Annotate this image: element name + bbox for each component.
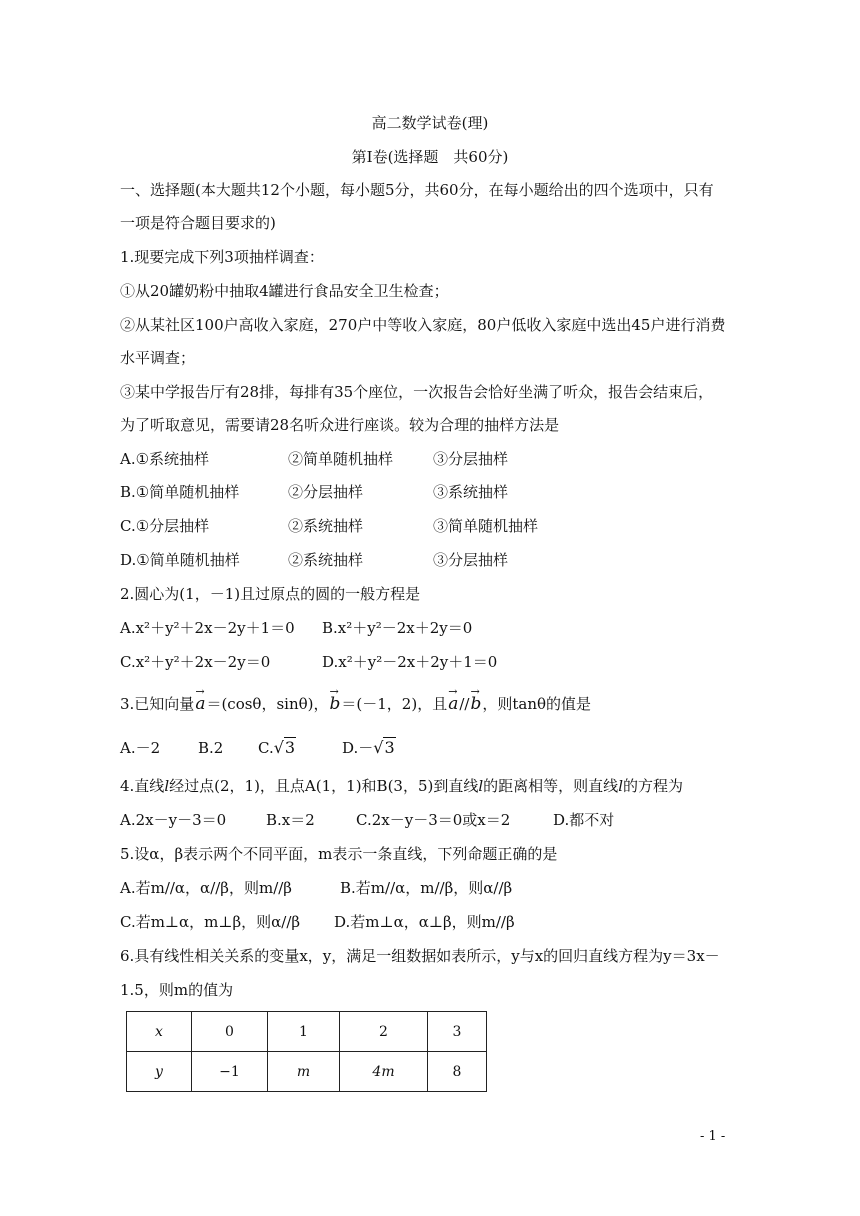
table-cell: y xyxy=(127,1052,192,1092)
exam-title: 高二数学试卷(理) xyxy=(371,114,489,132)
table-cell: 0 xyxy=(192,1012,268,1052)
q4-stem: 4.直线l经过点(2，1)，且点A(1，1)和B(3，5)到直线l的距离相等，则直线l的方程为 xyxy=(120,777,684,795)
q3-option-a: A.－2 xyxy=(120,739,161,757)
table-cell: 4m xyxy=(340,1052,428,1092)
vector-a: → a xyxy=(447,694,459,714)
table-cell: 1 xyxy=(268,1012,340,1052)
q1-stem: 1.现要完成下列3项抽样调查： xyxy=(120,248,324,266)
q1-item2-line2: 水平调查； xyxy=(120,349,196,367)
table-cell: −1 xyxy=(192,1052,268,1092)
q3-option-d: D.－√3 xyxy=(342,738,395,757)
q2-option-c: C.x²＋y²＋2x－2y＝0 xyxy=(120,653,271,671)
q3-option-b: B.2 xyxy=(198,739,224,757)
parallel-symbol: // xyxy=(459,695,470,713)
q6-stem-line2: 1.5，则m的值为 xyxy=(120,981,234,999)
table-cell: 3 xyxy=(428,1012,487,1052)
q5-option-d: D.若m⊥α，α⊥β，则m//β xyxy=(334,913,515,931)
q2-stem: 2.圆心为(1，－1)且过原点的圆的一般方程是 xyxy=(120,585,421,603)
table-cell: 8 xyxy=(428,1052,487,1092)
q2-option-d: D.x²＋y²－2x＋2y＋1＝0 xyxy=(322,653,498,671)
q5-option-b: B.若m//α，m//β，则α//β xyxy=(340,879,513,897)
vector-b: → b xyxy=(329,694,342,714)
q4-option-a: A.2x－y－3＝0 xyxy=(120,811,227,829)
vector-b: → b xyxy=(469,694,482,714)
q5-stem: 5.设α，β表示两个不同平面，m表示一条直线，下列命题正确的是 xyxy=(120,845,558,863)
q4-option-d: D.都不对 xyxy=(553,811,615,829)
q6-stem-line1: 6.具有线性相关关系的变量x，y，满足一组数据如表所示，y与x的回归直线方程为y＝3x－ xyxy=(120,947,720,965)
sqrt-symbol: √3 xyxy=(373,738,395,757)
q3-stem: 3.已知向量→ a＝(cosθ，sinθ)，→ b＝(－1，2)，且→ a//→ b，则tanθ的值是 xyxy=(120,694,591,714)
q1-item1: ①从20罐奶粉中抽取4罐进行食品安全卫生检查； xyxy=(120,282,449,300)
vector-a: → a xyxy=(194,694,206,714)
q4-option-c: C.2x－y－3＝0或x＝2 xyxy=(356,811,511,829)
q5-option-a: A.若m//α，α//β，则m//β xyxy=(120,879,292,897)
q1-item2-line1: ②从某社区100户高收入家庭，270户中等收入家庭，80户低收入家庭中选出45户进行消费 xyxy=(120,316,726,334)
q5-option-c: C.若m⊥α，m⊥β，则α//β xyxy=(120,913,301,931)
instructions-line1: 一、选择题(本大题共12个小题，每小题5分，共60分，在每小题给出的四个选项中，只有 xyxy=(120,181,714,199)
table-cell: 2 xyxy=(340,1012,428,1052)
page-number: - 1 - xyxy=(700,1129,726,1144)
section-heading: 第Ⅰ卷(选择题 共60分) xyxy=(351,148,509,166)
q1-item3-line2: 为了听取意见，需要请28名听众进行座谈。较为合理的抽样方法是 xyxy=(120,416,560,434)
q2-option-a: A.x²＋y²＋2x－2y＋1＝0 xyxy=(120,619,295,637)
table-cell: x xyxy=(127,1012,192,1052)
data-table xyxy=(126,1011,487,1092)
table-cell: m xyxy=(268,1052,340,1092)
instructions-line2: 一项是符合题目要求的) xyxy=(120,214,276,232)
q3-option-c: C.√3 xyxy=(258,738,296,757)
q1-item3-line1: ③某中学报告厅有28排，每排有35个座位，一次报告会恰好坐满了听众，报告会结束后， xyxy=(120,383,714,401)
q2-option-b: B.x²＋y²－2x＋2y＝0 xyxy=(322,619,473,637)
sqrt-symbol: √3 xyxy=(273,738,296,757)
q4-option-b: B.x＝2 xyxy=(266,811,315,829)
table-row xyxy=(127,1052,487,1092)
table-row xyxy=(127,1012,487,1052)
exam-page: 高二数学试卷(理) 第Ⅰ卷(选择题 共60分) 一、选择题(本大题共12个小题，每小题5分，共60分，在每小题给出的四个选项中，只有 一项是符合题目要求的) 1.现要完成下列3项抽样调查： ①从20罐奶粉中抽取4罐进行食品安全卫生检查； ②从某社区100户高收入家庭，270户中等收入家庭，80户低收入家庭中选出45户进行消费 水平调查； ③某中学报告厅有28排，每排有35个座位，一次报告会恰好坐满了听众，报告会结束后， 为了听取意见，需要请28名听众进行座谈。较为合理的抽样方法是 A.①系统抽样 ②简单随机抽样 ③分层抽样 B.①简单随机抽样 ②分层抽样 ③系统抽样 C.①分层抽样 ②系统抽样 ③简单随机抽样 D.①简单随机抽样 ②系统抽样 ③分层抽样 2.圆心为(1，－1)且过原点的圆的一般方程是 A.x²＋y²＋2x－2y＋1＝0 B.x²＋y²－2x＋2y＝0 C.x²＋y²＋2x－2y＝0 D.x²＋y²－2x＋2y＋1＝0 3.已知向量→ a＝(cosθ，sinθ)，→ b＝(－1，2)，且→ a//→ b，则tanθ的值是 A.－2 B.2 C.√3 D.－√3 4.直线l经过点(2，1)，且点A(1，1)和B(3，5)到直线l的距离相等，则直线l的方程为 A.2x－y－3＝0 B.x＝2 C.2x－y－3＝0或x＝2 D.都不对 5.设α，β表示两个不同平面，m表示一条直线，下列命题正确的是 A.若m//α，α//β，则m//β B.若m//α，m//β，则α//β C.若m⊥α，m⊥β，则α//β D.若m⊥α，α⊥β，则m//β 6.具有线性相关关系的变量x，y，满足一组数据如表所示，y与x的回归直线方程为y＝3x－ 1.5，则m的值为 x 0 1 2 3 y −1 m 4m 8 - 1 - xyxy=(0,0,860,1216)
